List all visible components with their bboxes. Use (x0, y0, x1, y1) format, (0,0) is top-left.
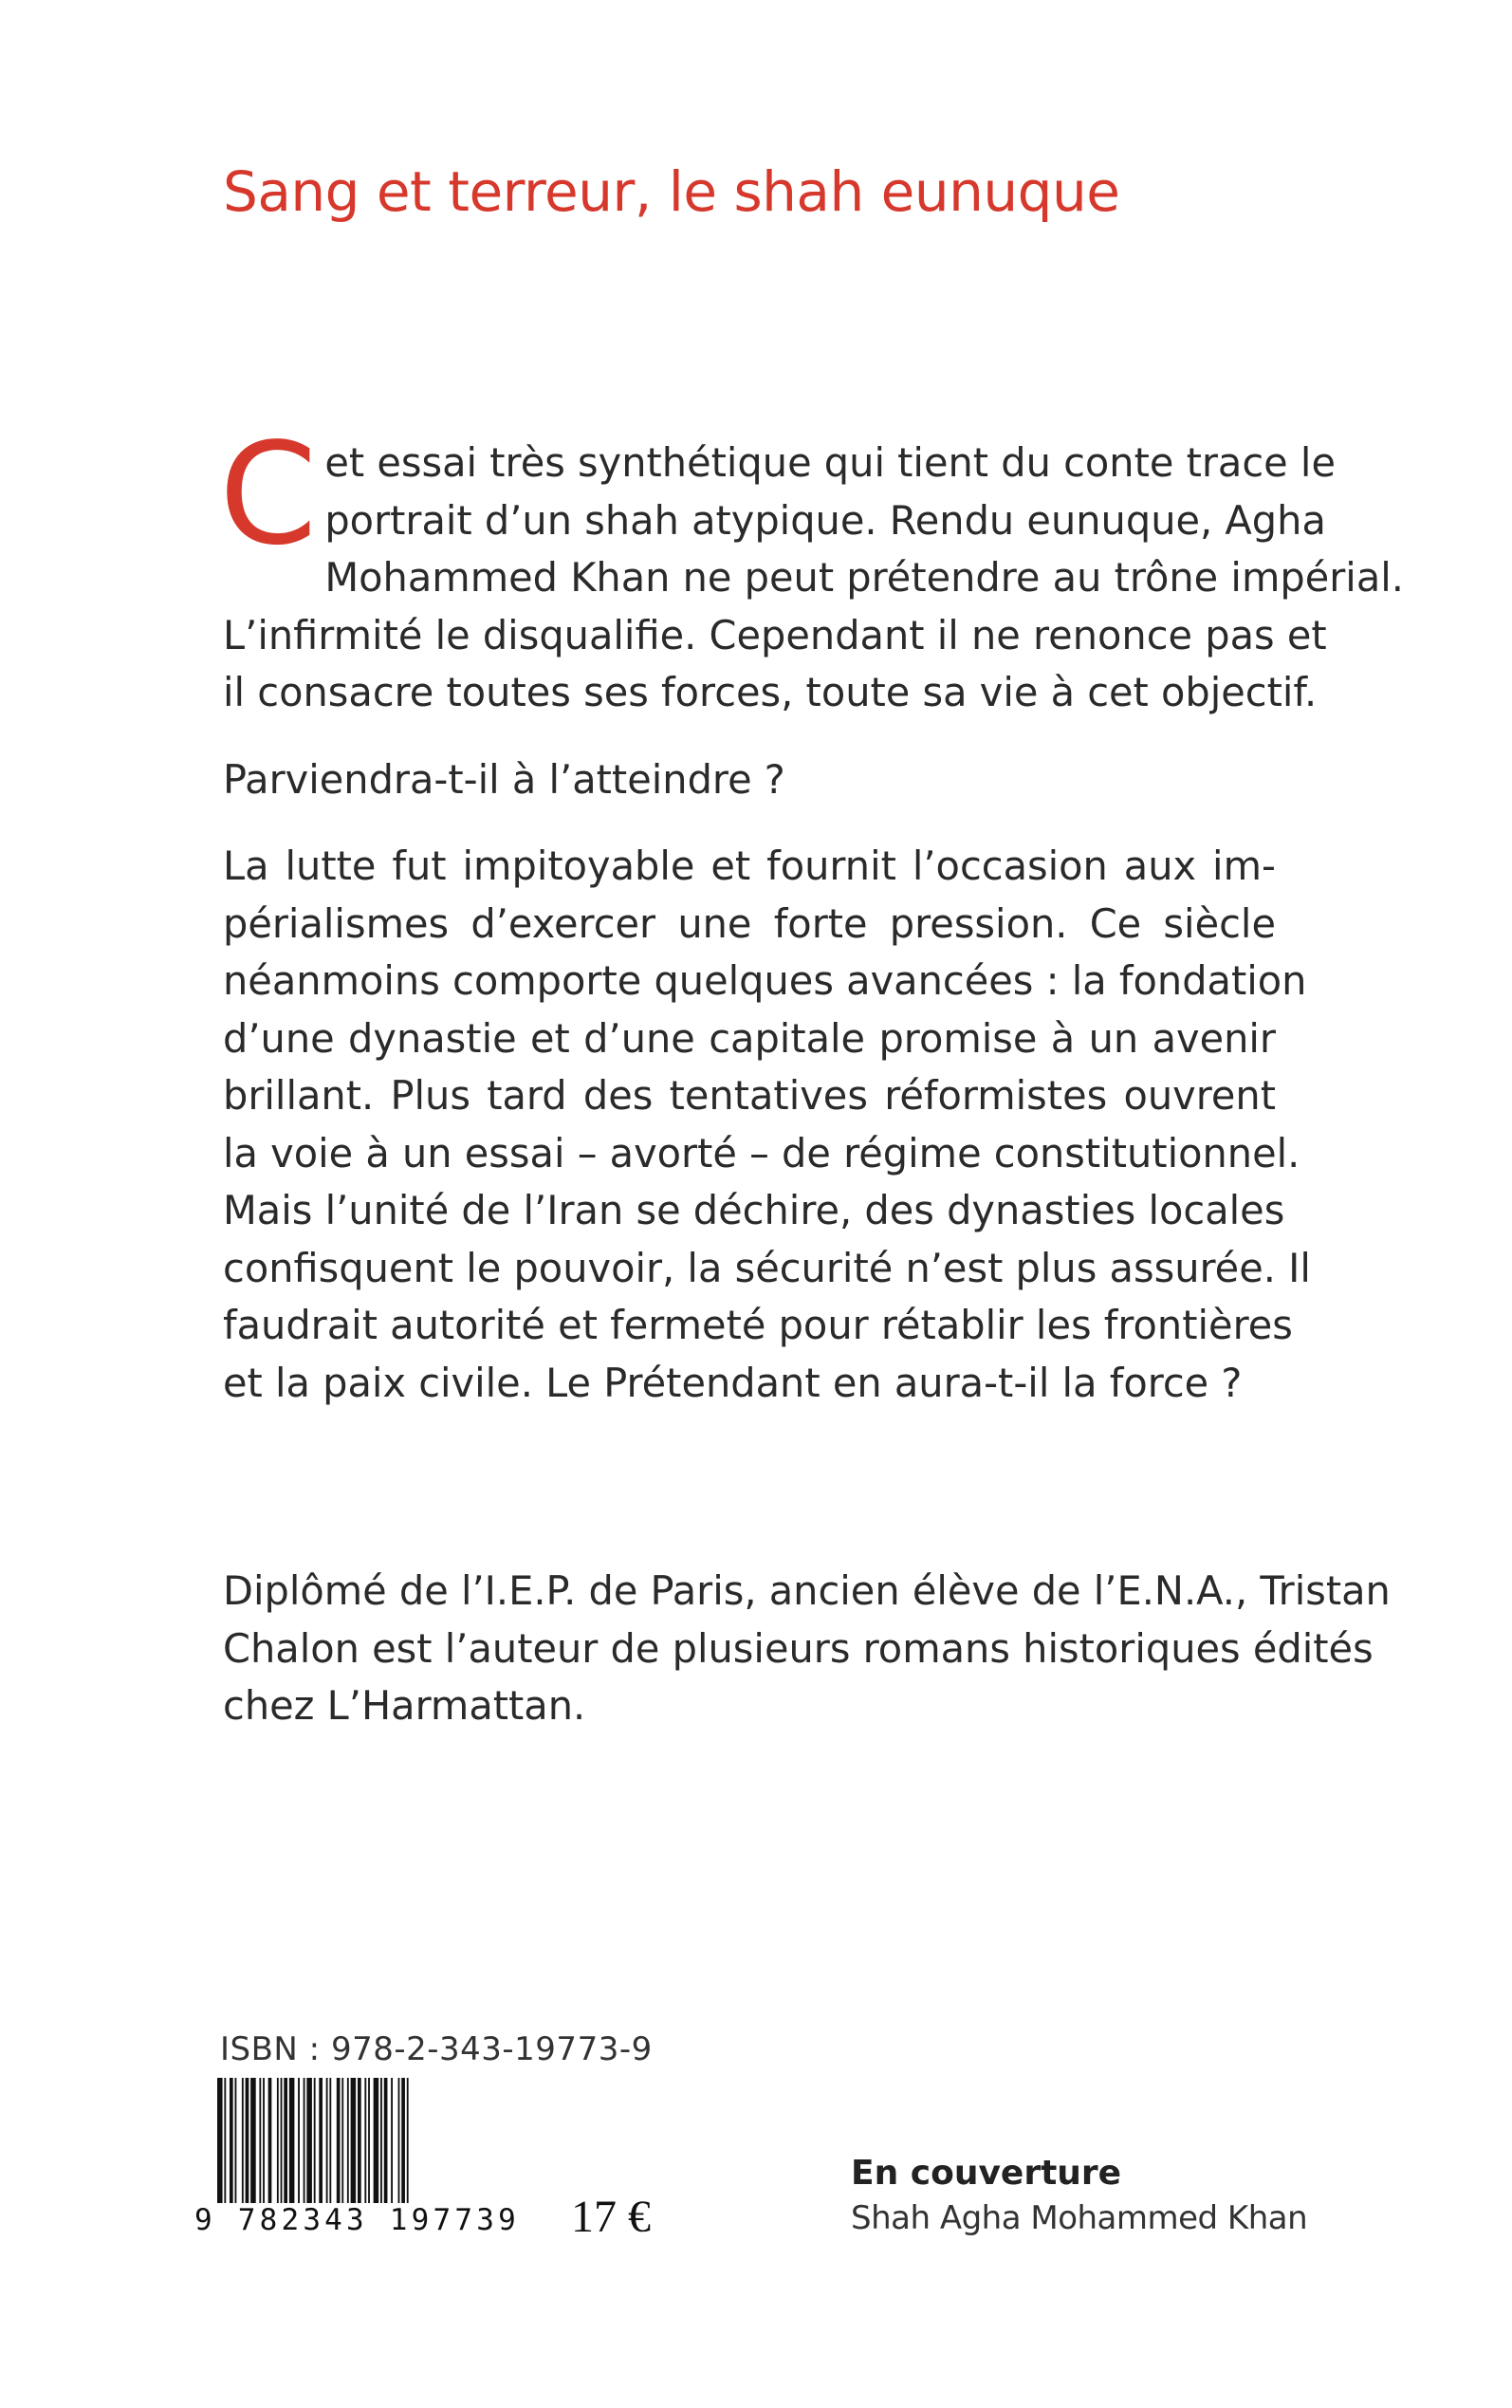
summary-line: d’une dynastie et d’une capitale promise à un avenir (223, 1014, 1276, 1062)
summary-line: Mais l’unité de l’Iran se déchire, des dynasties locales (223, 1187, 1285, 1233)
summary-line: La lutte fut impitoyable et fournit l’occasion aux im- (223, 843, 1276, 889)
book-title: Sang et terreur, le shah eunuque (223, 159, 1120, 224)
summary-line: et la paix civile. Le Prétendant en aura-t-il la force ? (223, 1359, 1243, 1406)
summary-line: il consacre toutes ses forces, toute sa vie à cet objectif. (223, 669, 1318, 715)
bio-line: chez L’Harmattan. (223, 1682, 586, 1729)
barcode-digits: 9 782343 197739 (194, 2203, 520, 2237)
dropcap-letter: C (219, 413, 318, 576)
summary-line: la voie à un essai – avorté – de régime constitutionnel. (223, 1129, 1300, 1176)
summary-line: Parviendra-t-il à l’atteindre ? (223, 756, 785, 803)
price: 17 € (571, 2192, 651, 2242)
bio-line: Diplômé de l’I.E.P. de Paris, ancien élève de l’E.N.A., Tristan (223, 1567, 1391, 1614)
summary-line: brillant. Plus tard des tentatives réformistes ouvrent (223, 1072, 1276, 1119)
summary-line: Mohammed Khan ne peut prétendre au trône impérial. (324, 554, 1404, 601)
summary-line: périalismes d’exercer une forte pression. Ce siècle (223, 899, 1276, 947)
summary-paragraph-2 (223, 751, 1276, 809)
isbn-label: ISBN : 978-2-343-19773-9 (220, 2030, 653, 2068)
bio-line: Chalon est l’auteur de plusieurs romans historiques édités (223, 1624, 1374, 1672)
summary-line: et essai très synthétique qui tient du conte trace le (324, 439, 1336, 486)
summary-line: L’infirmité le disqualifie. Cependant il ne renonce pas et (223, 611, 1327, 658)
summary-line: portrait d’un shah atypique. Rendu eunuque, Agha (324, 496, 1326, 544)
cover-credit-label: En couverture (851, 2154, 1122, 2193)
summary-line: néanmoins comporte quelques avancées : la fondation (223, 957, 1307, 1004)
summary-line: faudrait autorité et fermeté pour rétablir les frontières (223, 1302, 1293, 1348)
author-bio (223, 1563, 1391, 1735)
cover-credit-name: Shah Agha Mohammed Khan (851, 2199, 1308, 2237)
summary-paragraph-1 (219, 413, 1404, 722)
summary-paragraph-3 (223, 838, 1311, 1412)
summary-line: confisquent le pouvoir, la sécurité n’est plus assurée. Il (223, 1244, 1311, 1291)
